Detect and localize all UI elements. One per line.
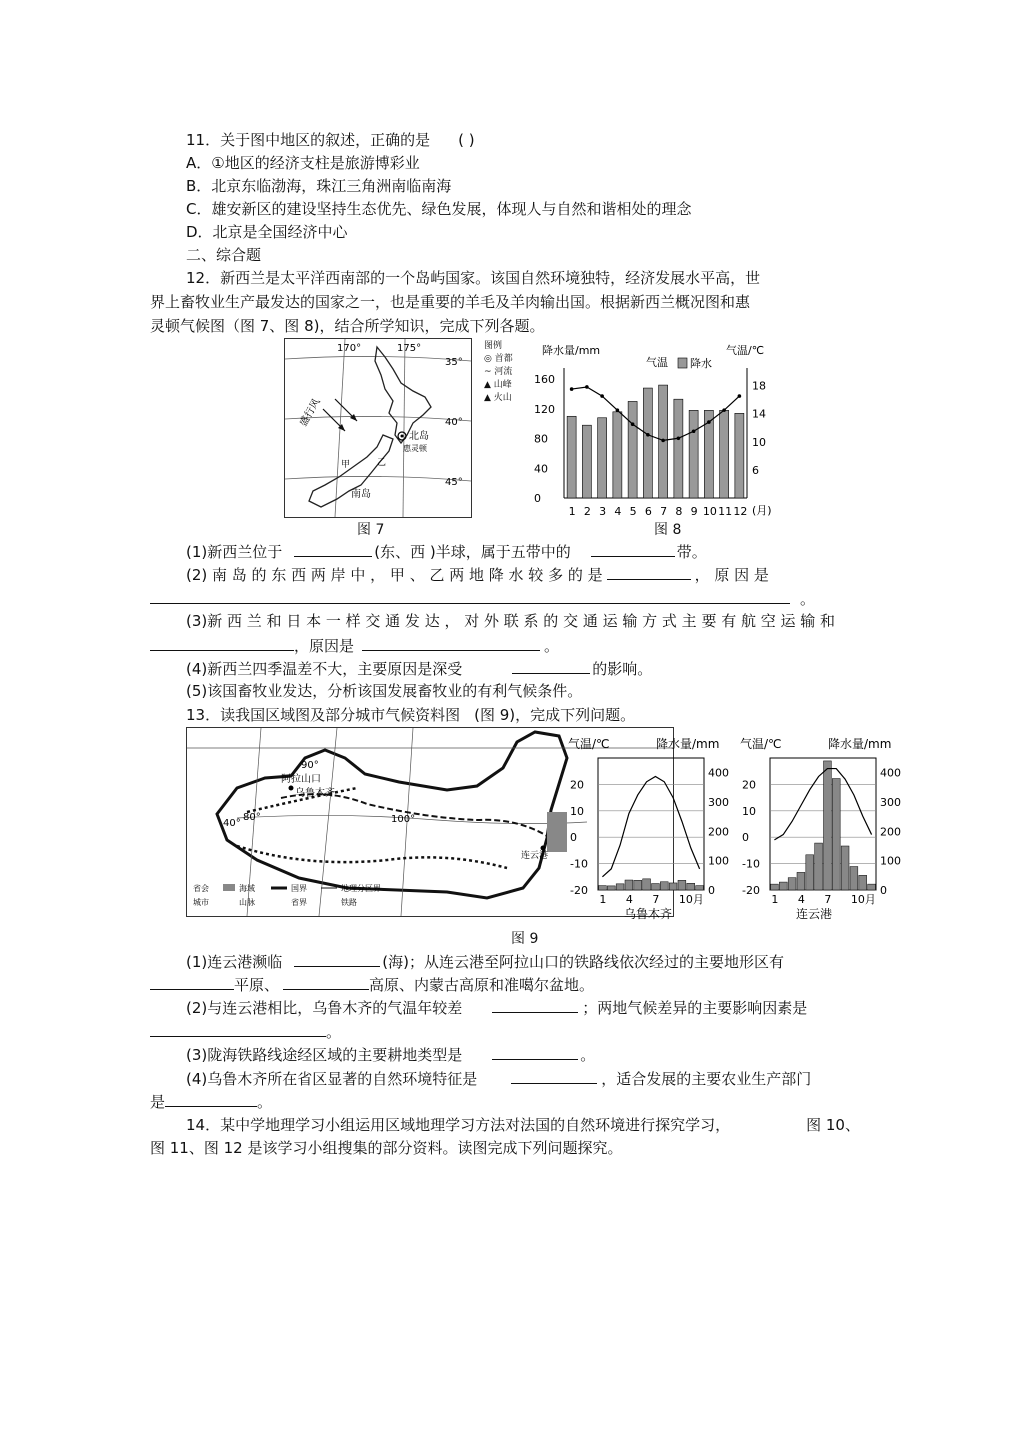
temp-tick-label: 14	[752, 407, 766, 421]
q13-sub-2-line2: 。	[150, 1021, 341, 1042]
figure-7-map	[284, 338, 472, 518]
precipitation-bar	[868, 884, 876, 890]
temperature-point	[631, 422, 635, 426]
figure-9-caption: 图 9	[511, 931, 539, 947]
month-tick-label: 6	[644, 505, 652, 518]
climate-chart-urumqi	[568, 730, 738, 922]
answer-blank[interactable]	[150, 974, 234, 990]
answer-blank[interactable]	[150, 1021, 326, 1037]
label-lianyungang: 连云港	[521, 851, 549, 861]
prec-tick-label: 0	[708, 884, 715, 897]
prec-axis-title: 降水量/mm	[542, 344, 601, 357]
figure-7-legend: 图例 ◎ 首都 ~ 河流 ▲ 山峰 ▲ 火山	[484, 340, 524, 410]
lat-label-40: 40°	[445, 417, 463, 428]
lon-label-80: 80°	[243, 812, 261, 823]
precipitation-bar	[779, 882, 787, 890]
month-tick-label: 8	[675, 505, 683, 518]
prec-tick-label: 100	[880, 854, 901, 868]
answer-blank[interactable]	[283, 974, 369, 990]
precipitation-bar	[687, 883, 695, 890]
q13-sub-4: (4)乌鲁木齐所在省区显著的自然环境特征是 ，适合发展的主要农业生产部门	[186, 1070, 812, 1088]
q11-option-c: C．雄安新区的建设坚持生态优先、绿色发展，体现人与自然和谐相处的理念	[186, 200, 692, 218]
month-tick-label: 7	[652, 893, 660, 906]
prec-tick-label: 160	[534, 373, 555, 387]
precipitation-bar	[797, 872, 805, 890]
prec-tick-label: 400	[880, 766, 901, 780]
month-tick-label: 10月	[850, 893, 876, 906]
figure-8-chart	[530, 338, 775, 526]
lon-label-170: 170°	[337, 343, 362, 354]
temp-tick-label: 0	[742, 831, 749, 845]
precipitation-bar	[598, 418, 607, 498]
answer-paren: ( )	[458, 131, 475, 149]
answer-blank[interactable]	[591, 541, 675, 557]
section-heading: 二、综合题	[186, 246, 262, 264]
svg-text:城市: 城市	[193, 898, 209, 907]
answer-blank[interactable]	[150, 635, 294, 651]
q13-sub-2: (2)与连云港相比，乌鲁木齐的气温年较差 ；两地气候差异的主要影响因素是	[186, 999, 808, 1017]
label-jia: 甲	[341, 460, 351, 470]
figure-8-caption: 图 8	[654, 522, 682, 538]
prec-axis-title: 降水量/mm	[656, 737, 720, 751]
q14-line-1: 14．某中学地理学习小组运用区域地理学习方法对法国的自然环境进行探究学习， 图 10、	[186, 1116, 860, 1134]
month-tick-label: 9	[690, 505, 698, 518]
temp-tick-label: 10	[570, 804, 584, 818]
city-label: 连云港	[796, 907, 833, 921]
q13-sub-3: (3)陇海铁路线途经区域的主要耕地类型是 。	[186, 1046, 596, 1064]
precipitation-bar	[788, 878, 796, 890]
precipitation-bar	[841, 846, 849, 890]
legend-precipitation: 降水	[690, 357, 712, 370]
temp-tick-label: -10	[742, 857, 760, 871]
figure-7-caption: 图 7	[357, 522, 385, 538]
svg-text:省会: 省会	[193, 884, 209, 893]
svg-text:铁路: 铁路	[341, 898, 357, 907]
north-island-outline	[375, 347, 431, 443]
temperature-point	[570, 387, 574, 391]
answer-blank[interactable]	[165, 1091, 257, 1107]
temp-axis-title: 气温/℃	[726, 344, 765, 357]
prec-tick-label: 200	[708, 825, 729, 839]
temp-tick-label: 18	[752, 379, 766, 393]
climate-chart-lianyungang	[740, 730, 910, 922]
mountain-range	[237, 846, 507, 868]
precipitation-bar	[689, 410, 698, 498]
precipitation-bar	[599, 886, 607, 890]
q13-intro: 13．读我国区域图及部分城市气候资料图 (图 9)，完成下列问题。	[186, 706, 636, 724]
q12-sub-1: (1)新西兰位于 (东、西 )半球，属于五带中的 带。	[186, 543, 707, 561]
precipitation-bar	[652, 884, 660, 890]
month-tick-label: 1	[599, 893, 607, 906]
temp-tick-label: 10	[752, 435, 766, 449]
precipitation-bar	[674, 399, 683, 498]
month-tick-label: 12	[733, 505, 748, 518]
answer-blank[interactable]	[511, 1068, 597, 1084]
answer-blank[interactable]	[294, 951, 380, 967]
temperature-point	[738, 394, 742, 398]
prec-tick-label: 100	[708, 854, 729, 868]
month-tick-label: 7	[824, 893, 832, 906]
precipitation-bar	[771, 884, 779, 890]
temperature-point	[585, 385, 589, 389]
q12-sub-5: (5)该国畜牧业发达，分析该国发展畜牧业的有利气候条件。	[186, 682, 583, 700]
q12-sub-4: (4)新西兰四季温差不大，主要原因是深受 的影响。	[186, 660, 653, 678]
temperature-point	[661, 439, 665, 443]
temp-tick-label: 10	[742, 804, 756, 818]
precipitation-bar	[628, 401, 637, 498]
precipitation-bar	[616, 884, 624, 890]
svg-text:山脉: 山脉	[239, 898, 255, 907]
temperature-point	[616, 408, 620, 412]
precipitation-bar	[850, 867, 858, 890]
q13-sub-4-line2: 是 。	[150, 1093, 273, 1111]
label-alashankou: 阿拉山口	[281, 774, 321, 785]
q11-option-d: D．北京是全国经济中心	[186, 223, 348, 241]
q12-intro-3: 灵顿气候图（图 7、图 8)，结合所学知识，完成下列各题。	[150, 317, 545, 335]
prec-tick-label: 80	[534, 432, 548, 446]
temperature-line	[774, 769, 871, 840]
answer-blank[interactable]	[607, 564, 691, 580]
month-tick-label: 7	[660, 505, 668, 518]
legend-temperature: 气温	[646, 356, 668, 369]
q13-sub-1: (1)连云港濒临 (海)；从连云港至阿拉山口的铁路线依次经过的主要地形区有	[186, 953, 784, 971]
svg-text:国界: 国界	[291, 884, 307, 893]
prec-tick-label: 200	[880, 825, 901, 839]
answer-blank[interactable]	[362, 635, 540, 651]
map-legend	[193, 883, 381, 907]
temperature-point	[677, 436, 681, 440]
month-tick-label: 4	[797, 893, 805, 906]
q14-line-2: 图 11、图 12 是该学习小组搜集的部分资料。读图完成下列问题探究。	[150, 1139, 623, 1157]
temp-axis-title: 气温/℃	[740, 737, 782, 751]
svg-text:地理分区界: 地理分区界	[341, 884, 381, 893]
prec-tick-label: 40	[534, 462, 548, 476]
precipitation-bar	[696, 886, 704, 890]
q12-intro-2: 界上畜牧业生产最发达的国家之一，也是重要的羊毛及羊肉输出国。根据新西兰概况图和惠	[150, 293, 751, 311]
temp-tick-label: -10	[570, 857, 588, 871]
month-tick-label: 5	[629, 505, 637, 518]
month-tick-label: 11	[718, 505, 733, 518]
legend-capital: ◎ 首都	[484, 354, 513, 364]
precipitation-bar	[582, 425, 591, 498]
lat-label-40: 40°	[223, 818, 241, 829]
q11-option-a: A．①地区的经济支柱是旅游博彩业	[186, 154, 420, 172]
svg-text:海域: 海域	[239, 884, 255, 893]
label-urumqi: 乌鲁木齐	[295, 788, 335, 799]
month-tick-label: 10	[702, 505, 717, 518]
temperature-line	[602, 776, 699, 876]
label-south-island: 南岛	[351, 489, 371, 500]
temp-tick-label: 6	[752, 463, 759, 477]
precipitation-bar	[643, 879, 651, 890]
answer-blank[interactable]	[492, 997, 578, 1013]
label-prevailing-wind: 盛行风	[298, 397, 323, 429]
prec-axis-title: 降水量/mm	[828, 737, 892, 751]
label-wellington: 惠灵顿	[403, 444, 427, 453]
precipitation-bar	[806, 855, 814, 890]
q12-sub-3: (3)新 西 兰 和 日 本 一 样 交 通 发 达 ， 对 外 联 系 的 交 通 运 输 方 式 主 要 有 航 空 运 输 和	[186, 612, 836, 630]
precipitation-bar	[634, 880, 642, 890]
precipitation-bar	[625, 880, 633, 890]
q11-option-b: B．北京东临渤海，珠江三角洲南临南海	[186, 177, 452, 195]
label-north-island: 北岛	[409, 431, 429, 442]
temp-tick-label: -20	[570, 884, 588, 897]
month-unit: (月)	[752, 504, 772, 517]
legend-river: ~ 河流	[484, 367, 513, 377]
prec-tick-label: 300	[880, 796, 901, 809]
q13-sub-1-line2: 平原、 高原、内蒙古高原和准噶尔盆地。	[150, 974, 594, 995]
q12-intro-1: 12．新西兰是太平洋西南部的一个岛屿国家。该国自然环境独特，经济发展水平高，世	[186, 269, 761, 287]
legend-peak: ▲ 山峰	[484, 380, 512, 390]
svg-text:省界: 省界	[291, 898, 307, 907]
label-yi: 乙	[377, 458, 387, 468]
precipitation-bar	[678, 880, 686, 890]
q12-sub-3-line2: ，原因是 。	[150, 635, 559, 656]
month-tick-label: 2	[583, 505, 591, 518]
wellington-climate-chart	[530, 338, 775, 526]
answer-blank[interactable]	[150, 588, 790, 604]
temperature-point	[600, 394, 604, 398]
temperature-point	[707, 420, 711, 424]
precipitation-bar	[735, 413, 744, 498]
new-zealand-map	[285, 339, 471, 517]
precipitation-bar	[859, 875, 867, 890]
month-tick-label: 4	[625, 893, 633, 906]
precipitation-bar	[832, 779, 840, 890]
month-tick-label: 4	[614, 505, 622, 518]
lon-label-175: 175°	[397, 343, 422, 354]
precipitation-bar	[567, 416, 576, 498]
month-tick-label: 1	[771, 893, 779, 906]
precipitation-bar	[669, 883, 677, 890]
temp-tick-label: 20	[742, 778, 756, 792]
lat-label-35: 35°	[445, 357, 463, 368]
precipitation-bar	[613, 412, 622, 498]
prec-tick-label: 0	[534, 492, 541, 505]
month-tick-label: 3	[599, 505, 607, 518]
temp-tick-label: -20	[742, 884, 760, 897]
precipitation-bar	[643, 388, 652, 498]
lon-label-90: 90°	[301, 760, 319, 771]
temp-tick-label: 0	[570, 831, 577, 845]
precipitation-bar	[815, 843, 823, 890]
temperature-point	[646, 433, 650, 437]
temperature-point	[692, 429, 696, 433]
answer-blank[interactable]	[492, 1044, 578, 1060]
q11-stem: 11．关于图中地区的叙述，正确的是 ( )	[186, 131, 475, 149]
temp-tick-label: 20	[570, 778, 584, 792]
sea-area	[547, 812, 567, 852]
prec-tick-label: 300	[708, 796, 729, 809]
month-tick-label: 10月	[678, 893, 704, 906]
lon-label-100: 100°	[391, 814, 416, 825]
lianyungang-climate-chart	[740, 730, 910, 922]
temperature-point	[722, 408, 726, 412]
urumqi-climate-chart	[568, 730, 738, 922]
lat-label-45: 45°	[445, 477, 463, 488]
q12-sub-2: (2) 南 岛 的 东 西 两 岸 中 ， 甲 、 乙 两 地 降 水 较 多 的 是 ， 原 因 是	[186, 566, 769, 584]
temperature-line	[572, 387, 740, 440]
month-tick-label: 1	[568, 505, 576, 518]
temp-axis-title: 气温/℃	[568, 737, 610, 751]
prec-tick-label: 0	[880, 884, 887, 897]
precipitation-bar	[607, 886, 615, 890]
prec-tick-label: 120	[534, 402, 555, 416]
precipitation-bar	[660, 882, 668, 890]
answer-blank[interactable]	[512, 658, 590, 674]
prec-tick-label: 400	[708, 766, 729, 780]
precipitation-bar	[824, 761, 832, 890]
city-label: 乌鲁木齐	[624, 907, 673, 921]
q12-sub-2-line2: 。	[150, 588, 815, 609]
legend-volcano: ▲ 火山	[484, 393, 512, 403]
precipitation-bar	[720, 410, 729, 498]
answer-blank[interactable]	[294, 541, 372, 557]
